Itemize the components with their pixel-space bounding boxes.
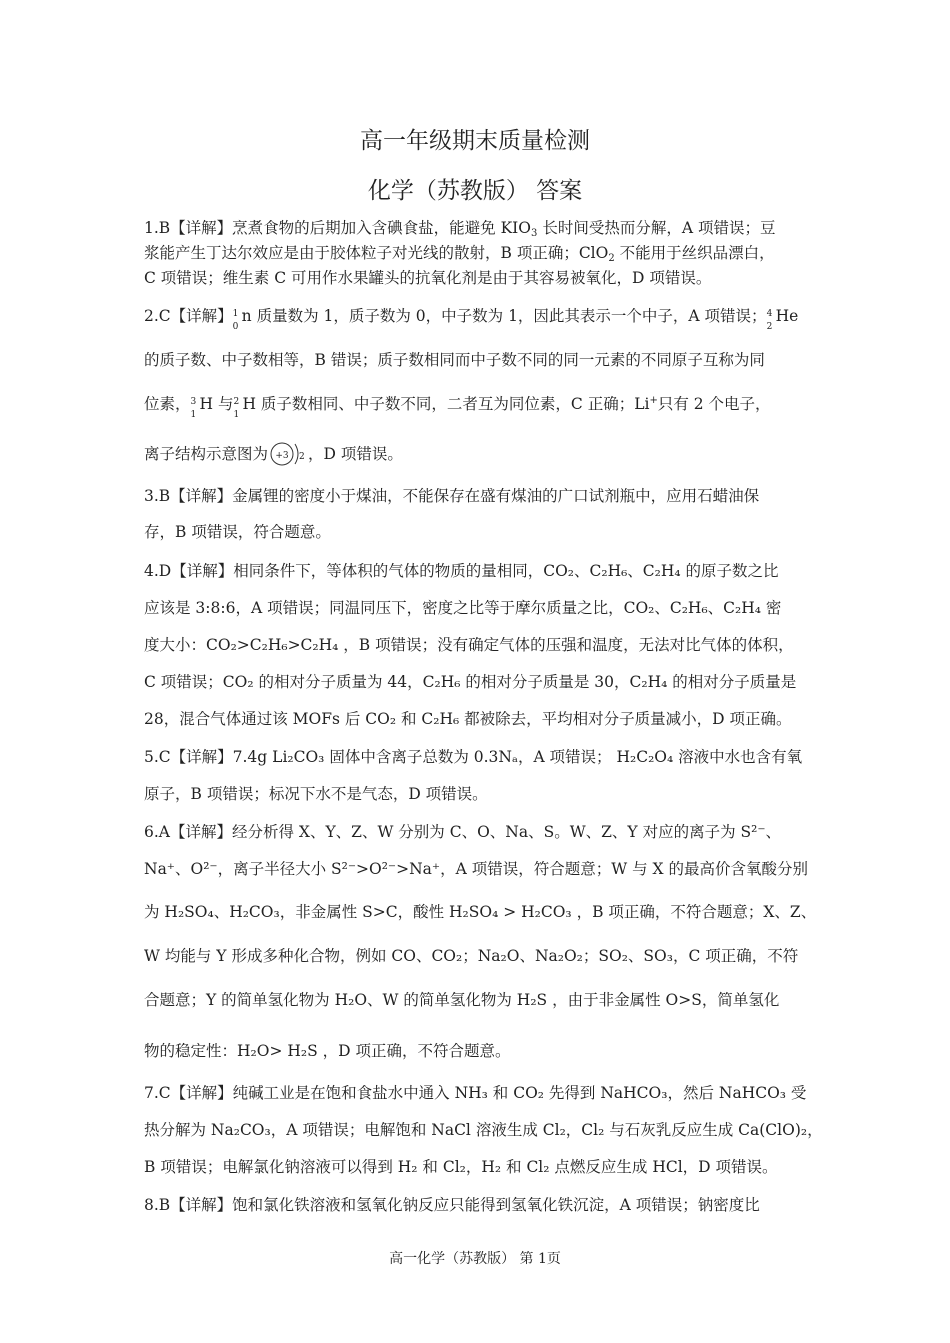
nuclide-notation: 1 0: [232, 309, 239, 332]
q5-line-2: 原子，B 项错误；标况下水不是气态，D 项错误。: [144, 785, 488, 803]
q6-line-6: 物的稳定性：H₂O> H₂S ，D 项正确，不符合题意。: [144, 1042, 511, 1060]
q2-line-4: 离子结构示意图为 +3 2 ，D 项错误。: [144, 440, 808, 470]
q7-line-2: 热分解为 Na₂CO₃，A 项错误；电解饱和 NaCl 溶液生成 Cl₂，Cl₂ 与石灰乳反应生成 Ca(ClO)₂，: [144, 1121, 823, 1139]
page-title: 高一年级期末质量检测: [360, 128, 590, 154]
q1-line-2: 浆能产生丁达尔效应是由于胶体粒子对光线的散射，B 项正确；ClO$_2$ 不能用于丝织品漂白，: [144, 244, 775, 264]
q1-line-3: C 项错误；维生素 C 可用作水果罐头的抗氧化剂是由于其容易被氧化，D 项错误。: [144, 269, 712, 287]
q6-line-2: Na⁺、O²⁻，离子半径大小 S²⁻>O²⁻>Na⁺，A 项错误，符合题意；W 与 X 的最高价含氧酸分别: [144, 860, 808, 878]
electron-count: 2: [299, 452, 305, 462]
q4-line-1: 4.D【详解】相同条件下，等体积的气体的物质的量相同，CO₂、C₂H₆、C₂H₄ 的原子数之比: [144, 562, 779, 580]
q7-line-3: B 项错误；电解氯化钠溶液可以得到 H₂ 和 Cl₂，H₂ 和 Cl₂ 点燃反应生成 HCl，D 项错误。: [144, 1158, 778, 1176]
electron-shell-arc: [295, 444, 298, 464]
q2-line-1: 2.C【详解】 1 0 n 质量数为 1，质子数为 0，中子数为 1，因此其表示一个中子，A 项错误； 4 2 He: [144, 307, 799, 332]
q6-line-1: 6.A【详解】经分析得 X、Y、Z、W 分别为 C、O、Na、S。W、Z、Y 对应的离子为 S²⁻、: [144, 823, 782, 841]
page-footer: 高一化学（苏教版） 第 1页: [389, 1251, 561, 1267]
q2-line-2: 的质子数、中子数相等，B 错误；质子数相同而中子数不同的同一元素的不同原子互称为同: [144, 351, 765, 369]
q4-line-5: 28，混合气体通过该 MOFs 后 CO₂ 和 C₂H₆ 都被除去，平均相对分子质量减小，D 项正确。: [144, 710, 792, 728]
q6-line-4: W 均能与 Y 形成多种化合物，例如 CO、CO₂；Na₂O、Na₂O₂；SO₂、SO₃，C 项正确，不符: [144, 947, 799, 965]
nuclide-notation: 3 1: [190, 397, 197, 420]
q2-line-3: 位素， 3 1 H 与 2 1 H 质子数相同、中子数不同，二者互为同位素，C 正确；Li+只有 2 个电子，: [144, 395, 771, 420]
nuclide-notation: 4 2: [766, 309, 773, 332]
q6-line-5: 合题意；Y 的简单氢化物为 H₂O、W 的简单氢化物为 H₂S ，由于非金属性 O>S，简单氢化: [144, 991, 780, 1009]
q1-line-1: 1.B【详解】烹煮食物的后期加入含碘食盐，能避免 $KIO_3$ 长时间受热而分解，A 项错误；豆: [144, 219, 776, 239]
q6-line-3: 为 H₂SO₄、H₂CO₃，非金属性 S>C，酸性 H₂SO₄ > H₂CO₃ ，B 项正确，不符合题意；X、Z、: [144, 903, 817, 921]
q3-line-2: 存，B 项错误，符合题意。: [144, 523, 331, 541]
q4-line-3: 度大小：CO₂>C₂H₆>C₂H₄ ，B 项错误；没有确定气体的压强和温度，无法对比气体的体积，: [144, 636, 794, 654]
q7-line-1: 7.C【详解】纯碱工业是在饱和食盐水中通入 NH₃ 和 CO₂ 先得到 NaHCO₃，然后 NaHCO₃ 受: [144, 1084, 807, 1102]
nucleus-charge: +3: [275, 451, 289, 461]
q3-line-1: 3.B【详解】金属锂的密度小于煤油，不能保存在盛有煤油的广口试剂瓶中，应用石蜡油保: [144, 487, 760, 505]
ion-structure-diagram: [268, 440, 308, 470]
q5-line-1: 5.C【详解】7.4g Li₂CO₃ 固体中含离子总数为 0.3Nₐ，A 项错误； H₂C₂O₄ 溶液中水也含有氧: [144, 748, 803, 766]
page-subtitle: 化学（苏教版） 答案: [367, 178, 583, 204]
q4-line-2: 应该是 3:8:6，A 项错误；同温同压下，密度之比等于摩尔质量之比，CO₂、C₂H₆、C₂H₄ 密: [144, 599, 782, 617]
q8-line-1: 8.B【详解】饱和氯化铁溶液和氢氧化钠反应只能得到氢氧化铁沉淀，A 项错误；钠密度比: [144, 1196, 760, 1214]
q4-line-4: C 项错误；CO₂ 的相对分子质量为 44，C₂H₆ 的相对分子质量是 30，C₂H₄ 的相对分子质量是: [144, 673, 797, 691]
nuclide-notation: 2 1: [233, 397, 240, 420]
